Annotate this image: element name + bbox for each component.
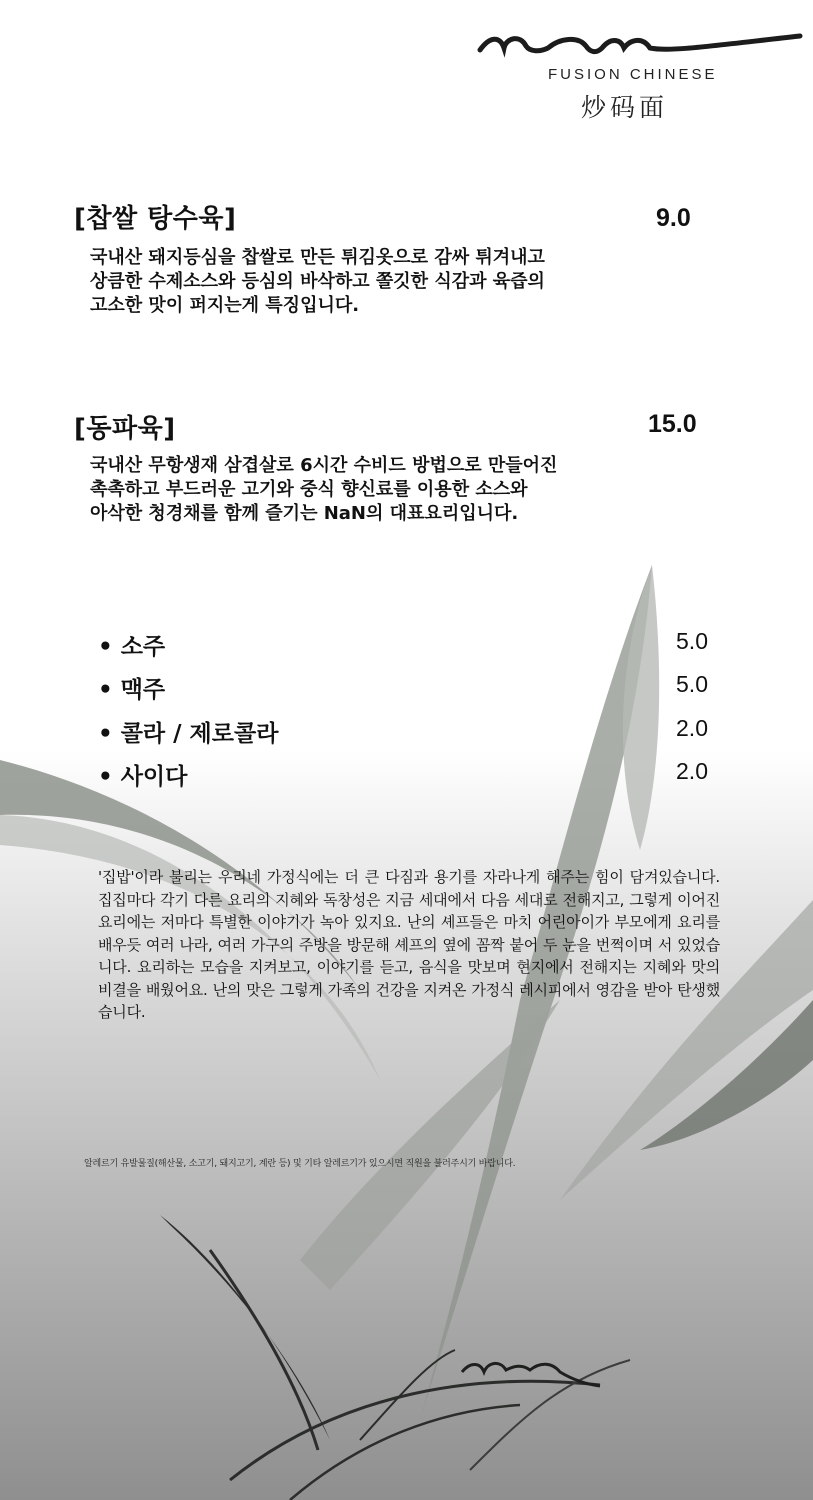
brand-story-paragraph: '집밥'이라 불리는 우리네 가정식에는 더 큰 다짐과 용기를 자라나게 해주는 힘이 담겨있습니다. 집집마다 각기 다른 요리의 지혜와 독창성은 지금 세대에서 다음 세대로 전해지고, 그렇게 이어진 요리에는 저마다 특별한 이야기가 녹아 있지요. 난의 셰프들은 마치 어린아이가 부모에게 요리를 배우듯 여러 나라, 여러 가구의 주방을 방문해 셰프의 옆에 꼼짝 붙어 두 눈을 번쩍이며 서 있었습니다. 요리하는 모습을 지켜보고, 이야기를 듣고, 음식을 맛보며 현지에서 전해지는 지혜와 맛의 비결을 배웠어요. 난의 맛은 그렇게 가족의 건강을 지켜온 가정식 레시피에서 영감을 받아 탄생했습니다. bbox=[98, 868, 720, 1021]
drink-price: 5.0 bbox=[676, 628, 708, 654]
allergy-notice: 알레르기 유발물질(해산물, 소고기, 돼지고기, 계란 등) 및 기타 알레르기가 있으시면 직원을 불러주시기 바랍니다. bbox=[84, 1159, 516, 1169]
drink-name: • 소주 bbox=[98, 634, 166, 660]
dish-name: [동파육] bbox=[74, 414, 176, 444]
drink-name: • 맥주 bbox=[98, 677, 166, 703]
brand-chinese-name: 炒码面 bbox=[581, 93, 669, 122]
drink-price: 2.0 bbox=[676, 758, 708, 784]
brand-subtitle: FUSION CHINESE bbox=[548, 66, 718, 83]
description-line: 고소한 맛이 퍼지는게 특징입니다. bbox=[90, 295, 360, 316]
drink-item bbox=[98, 671, 708, 705]
description-line: 촉촉하고 부드러운 고기와 중식 향신료를 이용한 소스와 bbox=[90, 479, 528, 500]
description-line: 국내산 돼지등심을 찹쌀로 만든 튀김옷으로 감싸 튀겨내고 bbox=[90, 247, 545, 268]
description-line: 아삭한 청경채를 함께 즐기는 NaN의 대표요리입니다. bbox=[90, 503, 519, 524]
drink-price: 5.0 bbox=[676, 671, 708, 697]
drink-name: • 콜라 / 제로콜라 bbox=[98, 721, 279, 747]
drink-price: 2.0 bbox=[676, 715, 708, 741]
dish-price: 9.0 bbox=[656, 204, 691, 232]
drink-item bbox=[98, 715, 708, 749]
drink-item bbox=[98, 758, 708, 792]
description-line: 국내산 무항생재 삼겹살로 6시간 수비드 방법으로 만들어진 bbox=[90, 455, 558, 476]
nan-logo-script bbox=[470, 18, 810, 68]
dish-description bbox=[90, 246, 730, 318]
dish-name: [찹쌀 탕수육] bbox=[74, 204, 237, 234]
dish-price: 15.0 bbox=[648, 410, 697, 438]
drink-name: • 사이다 bbox=[98, 764, 188, 790]
drink-item bbox=[98, 628, 708, 662]
dish-description bbox=[90, 454, 730, 526]
description-line: 상큼한 수제소스와 등심의 바삭하고 쫄깃한 식감과 육즙의 bbox=[90, 271, 545, 292]
